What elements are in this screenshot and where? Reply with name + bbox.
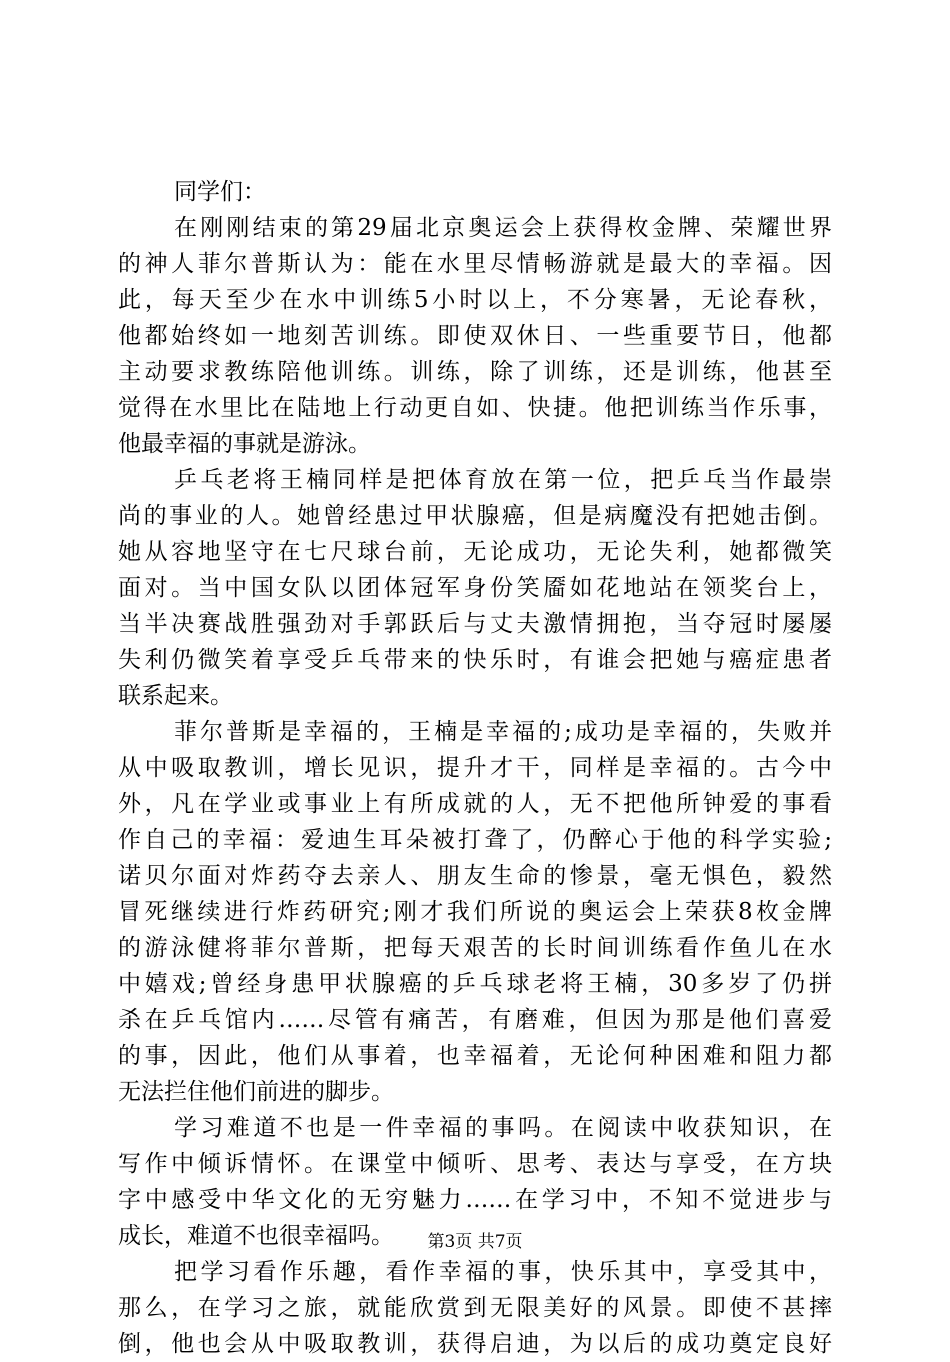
salutation: 同学们： [174, 179, 266, 205]
paragraph-line: 的事，因此，他们从事着，也幸福着，无论何种困难和阻力都 [118, 1043, 832, 1069]
paragraph-line: 乒乓老将王楠同样是把体育放在第一位，把乒乓当作最崇 [174, 467, 832, 493]
paragraph-line: 菲尔普斯是幸福的，王楠是幸福的;成功是幸福的，失败并 [174, 719, 832, 745]
paragraph-line: 杀在乒乓馆内……尽管有痛苦，有磨难，但因为那是他们喜爱 [118, 1007, 832, 1033]
paragraph-line: 诺贝尔面对炸药夺去亲人、朋友生命的惨景，毫无惧色，毅然 [118, 863, 832, 889]
paragraph-line: 学习难道不也是一件幸福的事吗。在阅读中收获知识，在 [174, 1115, 832, 1141]
paragraph-line: 面对。当中国女队以团体冠军身份笑靥如花地站在领奖台上， [118, 575, 832, 601]
body-text [118, 174, 832, 1362]
page-number-footer: 第3页 共7页 [427, 1232, 523, 1252]
paragraph-line: 的神人菲尔普斯认为：能在水里尽情畅游就是最大的幸福。因 [118, 251, 832, 277]
paragraph-line: 把学习看作乐趣，看作幸福的事，快乐其中，享受其中， [174, 1259, 832, 1285]
paragraph-line: 字中感受中华文化的无穷魅力……在学习中，不知不觉进步与 [118, 1187, 832, 1213]
paragraph-line: 她从容地坚守在七尺球台前，无论成功，无论失利，她都微笑 [118, 539, 832, 565]
paragraph-line: 冒死继续进行炸药研究;刚才我们所说的奥运会上荣获8枚金牌 [118, 899, 832, 925]
paragraph-line: 联系起来。 [118, 683, 233, 709]
paragraph-line: 写作中倾诉情怀。在课堂中倾听、思考、表达与享受，在方块 [118, 1151, 832, 1177]
paragraph-line: 那么，在学习之旅，就能欣赏到无限美好的风景。即使不甚摔 [118, 1295, 832, 1321]
paragraph-line: 他最幸福的事就是游泳。 [118, 431, 371, 457]
paragraph-line: 主动要求教练陪他训练。训练，除了训练，还是训练，他甚至 [118, 359, 832, 385]
paragraph-line: 无法拦住他们前进的脚步。 [118, 1079, 394, 1105]
paragraph-line: 的游泳健将菲尔普斯，把每天艰苦的长时间训练看作鱼儿在水 [118, 935, 832, 961]
paragraph-line: 中嬉戏;曾经身患甲状腺癌的乒乓球老将王楠，30多岁了仍拼 [118, 971, 832, 997]
paragraph-line: 尚的事业的人。她曾经患过甲状腺癌，但是病魔没有把她击倒。 [118, 503, 832, 529]
paragraph-line: 觉得在水里比在陆地上行动更自如、快捷。他把训练当作乐事， [118, 395, 832, 421]
paragraph-line: 当半决赛战胜强劲对手郭跃后与丈夫激情拥抱，当夺冠时屡屡 [118, 611, 832, 637]
paragraph-line: 外，凡在学业或事业上有所成就的人，无不把他所钟爱的事看 [118, 791, 832, 817]
paragraph-line: 他都始终如一地刻苦训练。即使双休日、一些重要节日，他都 [118, 323, 832, 349]
paragraph-line: 作自己的幸福：爱迪生耳朵被打聋了，仍醉心于他的科学实验; [118, 827, 832, 853]
paragraph-line: 此，每天至少在水中训练5小时以上，不分寒暑，无论春秋， [118, 287, 832, 313]
paragraph-line: 成长，难道不也很幸福吗。 [118, 1223, 394, 1249]
paragraph-line: 在刚刚结束的第29届北京奥运会上获得枚金牌、荣耀世界 [174, 215, 832, 241]
paragraph-line: 从中吸取教训，增长见识，提升才干，同样是幸福的。古今中 [118, 755, 832, 781]
paragraph-line: 失利仍微笑着享受乒乓带来的快乐时，有谁会把她与癌症患者 [118, 647, 832, 673]
paragraph-line: 倒，他也会从中吸取教训，获得启迪，为以后的成功奠定良好 [118, 1331, 832, 1357]
